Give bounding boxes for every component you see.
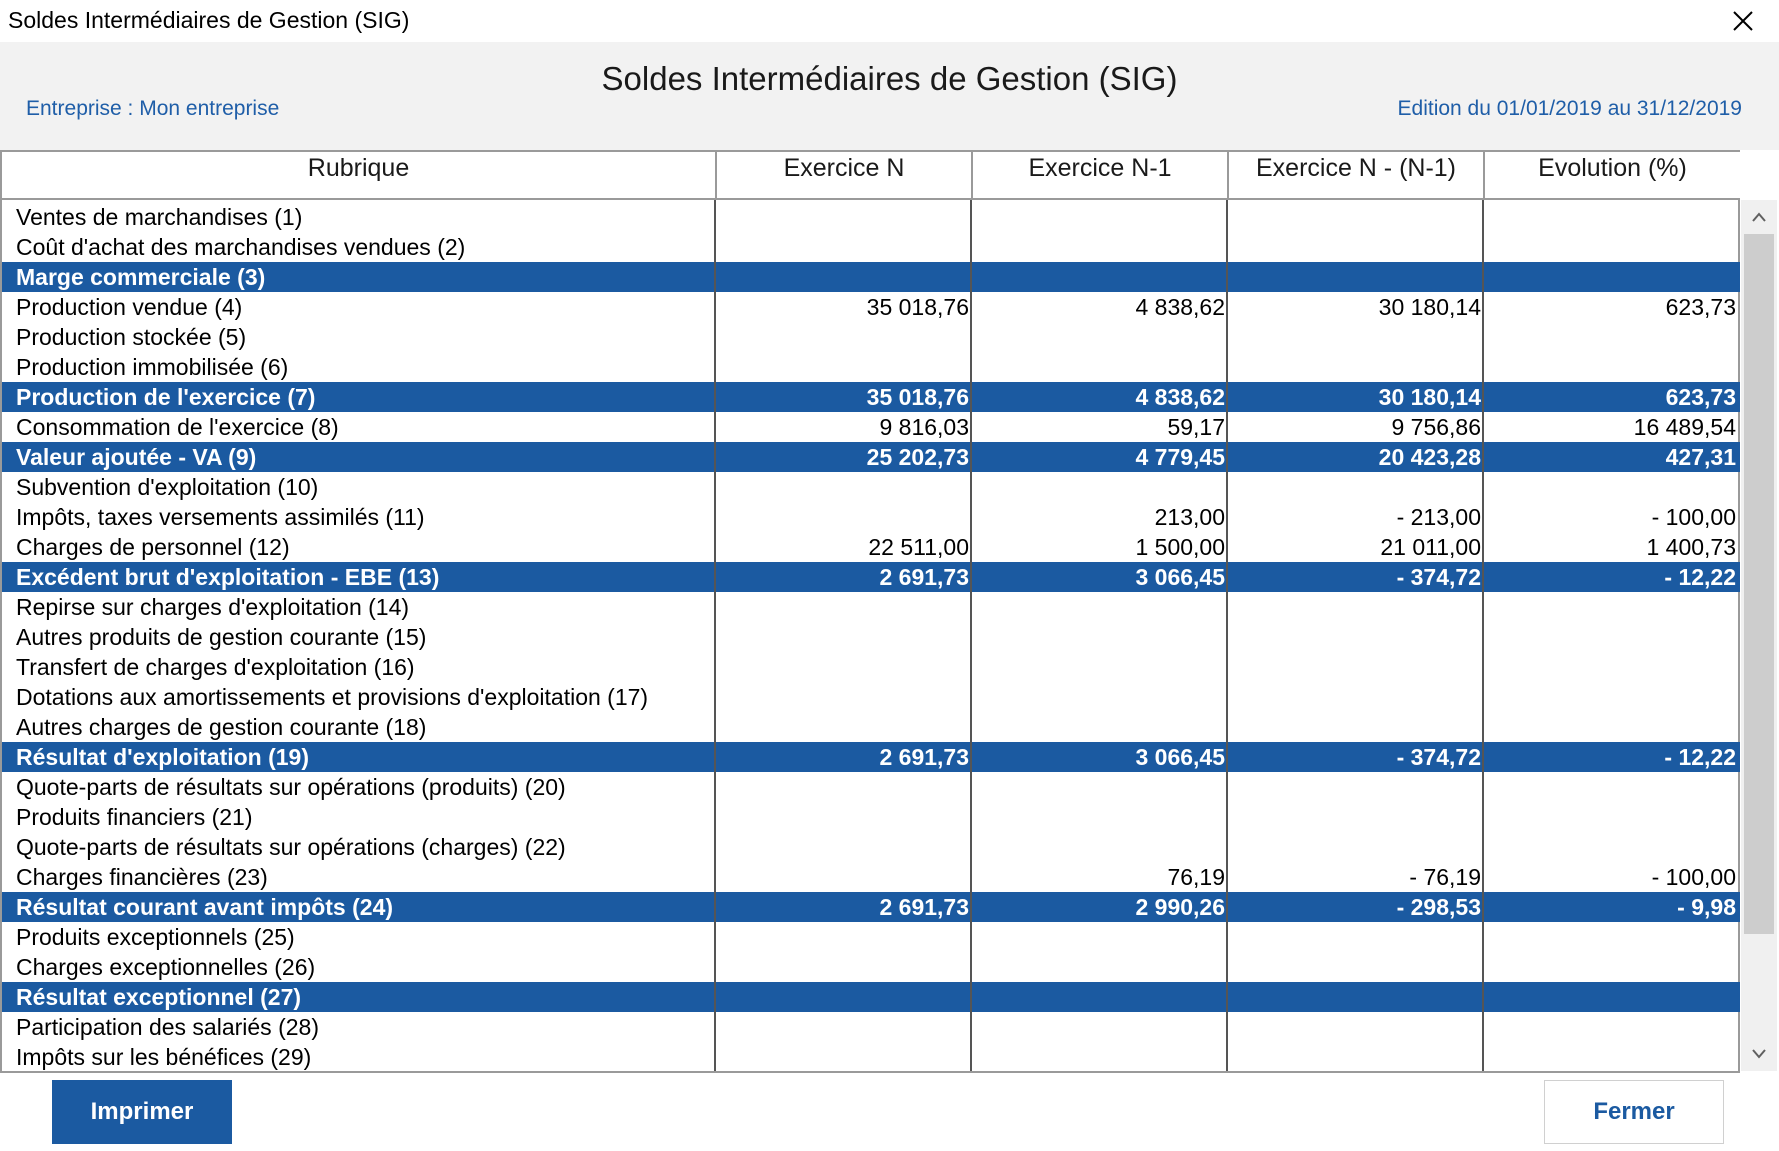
cell-n1: [971, 202, 1227, 232]
table-row: [2, 202, 1740, 232]
close-window-button[interactable]: [1707, 0, 1779, 42]
column-header-rubrique: Rubrique: [2, 152, 717, 198]
cell-n1: [971, 712, 1227, 742]
cell-diff: [1227, 1042, 1483, 1071]
row-label: Subvention d'exploitation (10): [16, 474, 319, 500]
cell-n1: [971, 982, 1227, 1012]
cell-n1: 1 500,00: [1135, 534, 1225, 560]
cell-n1: 4 838,62: [1135, 384, 1225, 410]
cell-evo: [1483, 682, 1738, 712]
cell-n: [715, 1012, 971, 1042]
row-label: Transfert de charges d'exploitation (16): [16, 654, 415, 680]
table-body: [0, 200, 1740, 1071]
cell-diff: 21 011,00: [1380, 534, 1481, 560]
table-row: [2, 532, 1740, 562]
cell-diff: [1227, 982, 1483, 1012]
chevron-down-icon: [1751, 1048, 1767, 1060]
cell-diff: 30 180,14: [1378, 384, 1481, 410]
cell-n: 25 202,73: [866, 444, 969, 470]
cell-n: [715, 982, 971, 1012]
row-label: Production immobilisée (6): [16, 354, 289, 380]
cell-n1: [971, 352, 1227, 382]
cell-n: [715, 592, 971, 622]
column-header-evolution: Evolution (%): [1538, 154, 1687, 182]
cell-diff: [1227, 952, 1483, 982]
report-header: [0, 42, 1779, 150]
cell-n: 22 511,00: [868, 534, 969, 560]
cell-n: [715, 682, 971, 712]
cell-n: 2 691,73: [879, 564, 969, 590]
cell-n1: [971, 322, 1227, 352]
cell-n1: [971, 622, 1227, 652]
table-row: [2, 862, 1740, 892]
subtotal-row: [2, 442, 1740, 472]
cell-n: [715, 712, 971, 742]
cell-n: 35 018,76: [866, 294, 969, 320]
cell-n: 2 691,73: [879, 894, 969, 920]
close-button[interactable]: Fermer: [1544, 1080, 1724, 1144]
column-divider: [970, 200, 972, 1071]
column-divider: [1482, 200, 1484, 1071]
cell-evo: [1483, 1042, 1738, 1071]
row-label: Coût d'achat des marchandises vendues (2): [16, 234, 466, 260]
cell-evo: [1483, 202, 1738, 232]
row-label: Autres produits de gestion courante (15): [16, 624, 427, 650]
cell-n1: [971, 232, 1227, 262]
cell-diff: [1227, 322, 1483, 352]
cell-diff: [1227, 232, 1483, 262]
cell-diff: [1227, 652, 1483, 682]
scroll-up-button[interactable]: [1741, 200, 1777, 234]
row-label: Marge commerciale (3): [16, 264, 266, 290]
cell-n1: 2 990,26: [1135, 894, 1225, 920]
cell-evo: [1483, 622, 1738, 652]
cell-n: [715, 832, 971, 862]
cell-diff: [1227, 202, 1483, 232]
cell-diff: [1227, 622, 1483, 652]
row-label: Produits exceptionnels (25): [16, 924, 295, 950]
table-row: [2, 352, 1740, 382]
cell-evo: 16 489,54: [1633, 414, 1736, 440]
row-label: Résultat courant avant impôts (24): [16, 894, 394, 920]
row-label: Production de l'exercice (7): [16, 384, 316, 410]
edition-period: Edition du 01/01/2019 au 31/12/2019: [1397, 97, 1742, 120]
table-row: [2, 472, 1740, 502]
table-row: [2, 412, 1740, 442]
subtotal-row: [2, 742, 1740, 772]
cell-n: [715, 1042, 971, 1071]
subtotal-row: [2, 982, 1740, 1012]
column-header-difference: Exercice N - (N-1): [1229, 152, 1485, 198]
close-icon: [1732, 10, 1754, 32]
cell-evo: [1483, 982, 1738, 1012]
cell-diff: [1227, 682, 1483, 712]
cell-n1: [971, 772, 1227, 802]
table-row: [2, 1042, 1740, 1071]
row-label: Participation des salariés (28): [16, 1014, 319, 1040]
cell-evo: [1483, 922, 1738, 952]
cell-evo: [1483, 772, 1738, 802]
cell-n: [715, 322, 971, 352]
cell-diff: [1227, 262, 1483, 292]
cell-evo: [1483, 832, 1738, 862]
cell-n1: [971, 472, 1227, 502]
title-bar: [0, 0, 1779, 42]
cell-n1: 4 779,45: [1135, 444, 1225, 470]
cell-n1: 4 838,62: [1135, 294, 1225, 320]
window-title: Soldes Intermédiaires de Gestion (SIG): [8, 7, 410, 33]
cell-n1: [971, 592, 1227, 622]
table-row: [2, 802, 1740, 832]
row-label: Autres charges de gestion courante (18): [16, 714, 427, 740]
row-label: Impôts, taxes versements assimilés (11): [16, 504, 425, 530]
row-label: Produits financiers (21): [16, 804, 253, 830]
table-row: [2, 952, 1740, 982]
cell-n1: [971, 682, 1227, 712]
cell-diff: [1227, 592, 1483, 622]
subtotal-row: [2, 382, 1740, 412]
cell-evo: 623,73: [1665, 384, 1736, 410]
cell-evo: [1483, 592, 1738, 622]
cell-evo: [1483, 472, 1738, 502]
cell-diff: - 76,19: [1409, 864, 1481, 890]
cell-n: [715, 652, 971, 682]
cell-n: [715, 202, 971, 232]
row-label: Consommation de l'exercice (8): [16, 414, 339, 440]
cell-n: [715, 472, 971, 502]
cell-evo: [1483, 952, 1738, 982]
cell-n: [715, 922, 971, 952]
cell-n: [715, 802, 971, 832]
cell-evo: 1 400,73: [1646, 534, 1736, 560]
table-row: [2, 502, 1740, 532]
cell-diff: 9 756,86: [1391, 414, 1481, 440]
cell-evo: [1483, 1012, 1738, 1042]
cell-n: [715, 232, 971, 262]
cell-evo: [1483, 712, 1738, 742]
row-label: Charges financières (23): [16, 864, 268, 890]
table-row: [2, 652, 1740, 682]
row-label: Production vendue (4): [16, 294, 243, 320]
row-label: Résultat d'exploitation (19): [16, 744, 310, 770]
cell-evo: [1483, 652, 1738, 682]
cell-diff: [1227, 712, 1483, 742]
print-button[interactable]: Imprimer: [52, 1080, 232, 1144]
table-row: [2, 712, 1740, 742]
vertical-scrollbar[interactable]: [1741, 200, 1777, 1071]
row-label: Excédent brut d'exploitation - EBE (13): [16, 564, 440, 590]
cell-evo: - 100,00: [1651, 504, 1736, 530]
subtotal-row: [2, 892, 1740, 922]
row-label: Ventes de marchandises (1): [16, 204, 303, 230]
cell-diff: - 213,00: [1396, 504, 1481, 530]
cell-diff: [1227, 772, 1483, 802]
table-row: [2, 322, 1740, 352]
cell-evo: [1483, 232, 1738, 262]
cell-n: 9 816,03: [879, 414, 969, 440]
table-row: [2, 592, 1740, 622]
row-label: Valeur ajoutée - VA (9): [16, 444, 257, 470]
table-row: [2, 622, 1740, 652]
cell-n1: 213,00: [1154, 504, 1225, 530]
cell-n1: [971, 1012, 1227, 1042]
cell-n1: [971, 652, 1227, 682]
subtotal-row: [2, 262, 1740, 292]
cell-n: [715, 952, 971, 982]
cell-n1: [971, 802, 1227, 832]
row-label: Charges de personnel (12): [16, 534, 290, 560]
row-label: Quote-parts de résultats sur opérations (produits) (20): [16, 774, 566, 800]
cell-n: 35 018,76: [866, 384, 969, 410]
column-header-exercice-n: Exercice N: [717, 152, 973, 198]
cell-n1: 3 066,45: [1135, 564, 1225, 590]
table-row: [2, 1012, 1740, 1042]
cell-n1: [971, 952, 1227, 982]
cell-diff: - 374,72: [1396, 564, 1481, 590]
cell-evo: - 100,00: [1651, 864, 1736, 890]
cell-evo: 623,73: [1665, 294, 1736, 320]
cell-n1: [971, 832, 1227, 862]
cell-diff: [1227, 832, 1483, 862]
cell-diff: 20 423,28: [1378, 444, 1481, 470]
table-row: [2, 922, 1740, 952]
scrollbar-thumb[interactable]: [1744, 234, 1774, 934]
table-row: [2, 772, 1740, 802]
column-divider: [1226, 200, 1228, 1071]
cell-n1: [971, 262, 1227, 292]
cell-diff: - 298,53: [1396, 894, 1481, 920]
table-row: [2, 682, 1740, 712]
cell-n: [715, 262, 971, 292]
sig-table: [0, 150, 1740, 1073]
cell-diff: [1227, 922, 1483, 952]
row-label: Impôts sur les bénéfices (29): [16, 1044, 312, 1070]
cell-evo: [1483, 352, 1738, 382]
row-label: Dotations aux amortissements et provisions d'exploitation (17): [16, 684, 649, 710]
company-label: Entreprise : Mon entreprise: [26, 97, 280, 120]
table-row: [2, 832, 1740, 862]
cell-evo: - 12,22: [1664, 744, 1736, 770]
cell-n1: [971, 1042, 1227, 1071]
cell-n: [715, 772, 971, 802]
table-row: [2, 232, 1740, 262]
scroll-down-button[interactable]: [1741, 1037, 1777, 1071]
cell-evo: [1483, 262, 1738, 292]
cell-n: [715, 502, 971, 532]
column-divider: [714, 200, 716, 1071]
cell-diff: [1227, 802, 1483, 832]
row-label: Résultat exceptionnel (27): [16, 984, 302, 1010]
cell-n1: [971, 922, 1227, 952]
chevron-up-icon: [1751, 211, 1767, 223]
row-label: Production stockée (5): [16, 324, 247, 350]
cell-n: 2 691,73: [879, 744, 969, 770]
cell-n1: 76,19: [1167, 864, 1225, 890]
cell-evo: [1483, 802, 1738, 832]
table-header: [0, 150, 1740, 200]
cell-diff: [1227, 472, 1483, 502]
row-label: Charges exceptionnelles (26): [16, 954, 316, 980]
column-header-exercice-n1: Exercice N-1: [973, 152, 1229, 198]
cell-n1: 59,17: [1167, 414, 1225, 440]
report-title: Soldes Intermédiaires de Gestion (SIG): [601, 60, 1178, 97]
cell-evo: [1483, 322, 1738, 352]
subtotal-row: [2, 562, 1740, 592]
cell-evo: - 9,98: [1677, 894, 1736, 920]
cell-n1: 3 066,45: [1135, 744, 1225, 770]
cell-diff: [1227, 1012, 1483, 1042]
cell-n: [715, 622, 971, 652]
cell-n: [715, 862, 971, 892]
cell-diff: - 374,72: [1396, 744, 1481, 770]
row-label: Quote-parts de résultats sur opérations (charges) (22): [16, 834, 566, 860]
cell-n: [715, 352, 971, 382]
cell-evo: 427,31: [1665, 444, 1736, 470]
cell-diff: 30 180,14: [1378, 294, 1481, 320]
row-label: Repirse sur charges d'exploitation (14): [16, 594, 410, 620]
cell-evo: - 12,22: [1664, 564, 1736, 590]
cell-diff: [1227, 352, 1483, 382]
table-row: [2, 292, 1740, 322]
